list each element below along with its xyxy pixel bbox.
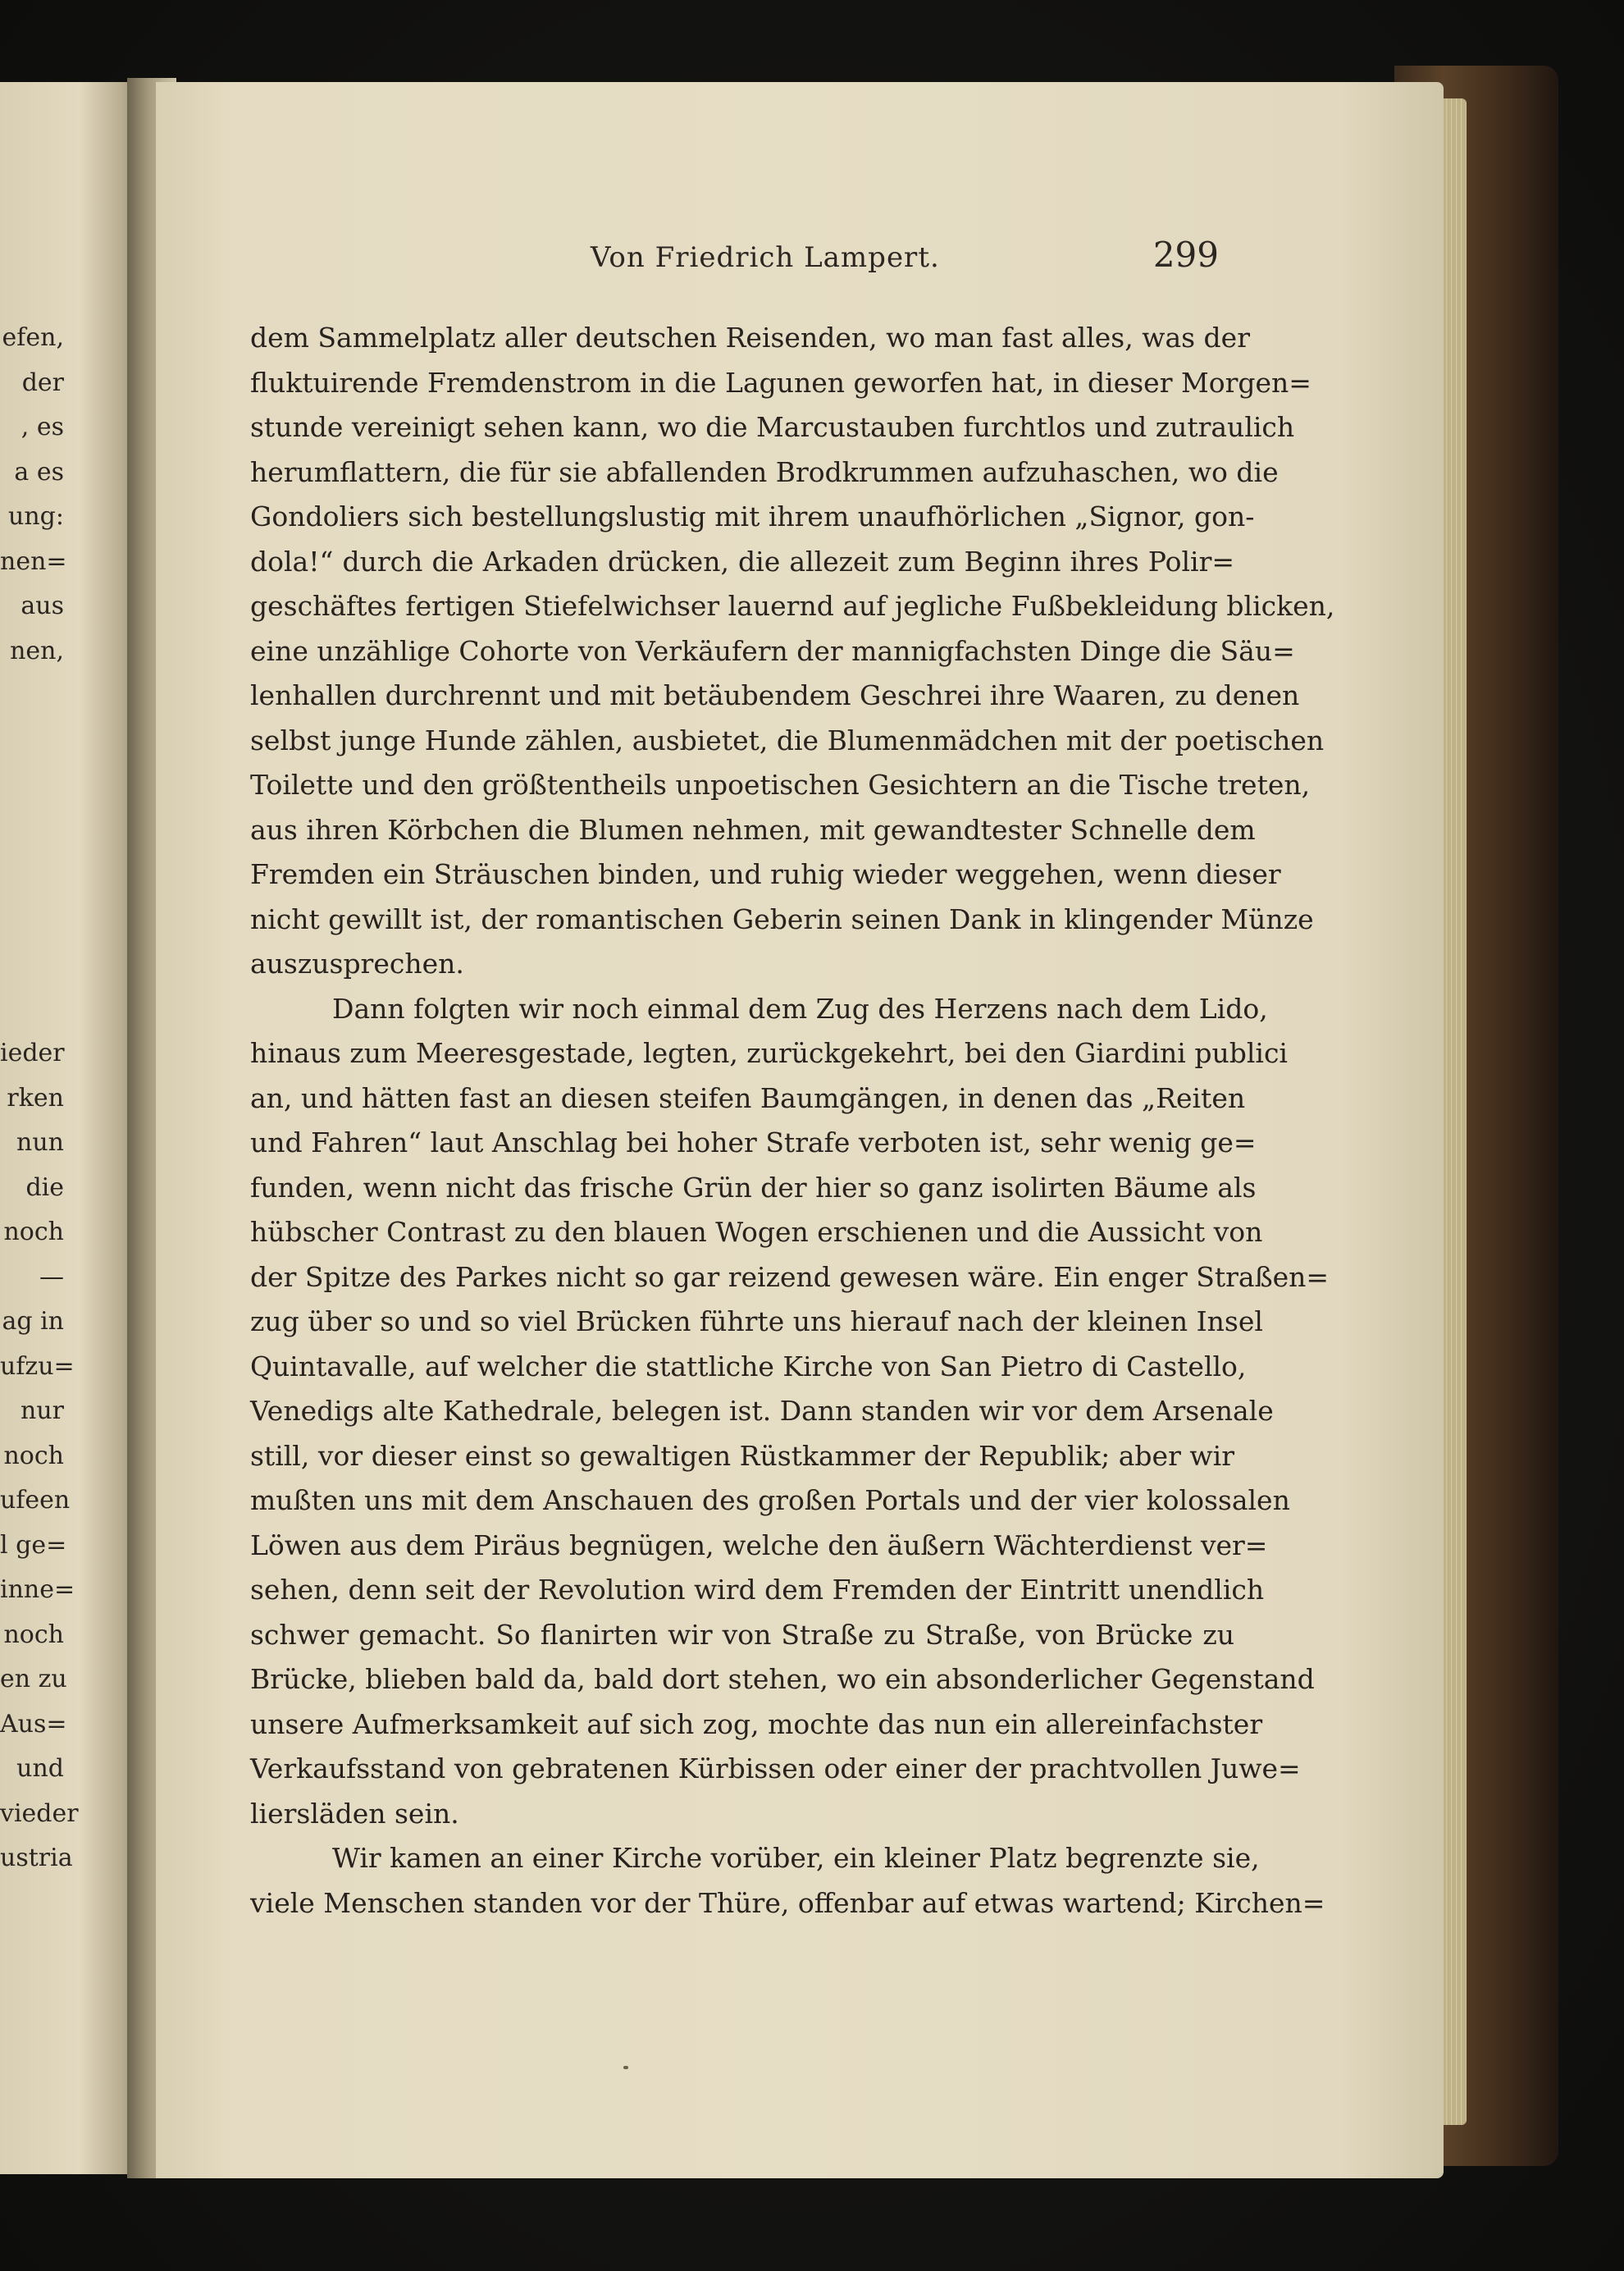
text-line: aus ihren Körbchen die Blumen nehmen, mit gewandtester Schnelle dem	[250, 813, 1256, 846]
page-header	[246, 235, 1230, 284]
left-page-line: noch	[3, 1620, 64, 1649]
text-line: Löwen aus dem Piräus begnügen, welche den äußern Wächterdienst ver=	[250, 1528, 1268, 1561]
left-page-line: nur	[21, 1396, 64, 1425]
left-page-line: nen,	[10, 636, 64, 665]
text-line: sehen, denn seit der Revolution wird dem Fremden der Eintritt unendlich	[250, 1574, 1265, 1606]
left-page-line: nen=	[0, 546, 67, 576]
left-page-line: vieder	[0, 1798, 79, 1828]
text-line: geschäftes fertigen Stiefelwichser lauernd auf jegliche Fußbekleidung blicken,	[250, 590, 1335, 622]
left-page-line: , es	[21, 413, 64, 441]
text-line: nicht gewillt ist, der romantischen Geberin seinen Dank in klingender Münze	[250, 902, 1314, 935]
text-line: funden, wenn nicht das frische Grün der hier so ganz isolirten Bäume als	[250, 1171, 1257, 1204]
text-line: der Spitze des Parkes nicht so gar reizend gewesen wäre. Ein enger Straßen=	[250, 1260, 1330, 1293]
left-page-line: en zu	[0, 1665, 67, 1693]
left-page-line	[0, 808, 64, 853]
left-page-line	[0, 852, 64, 898]
text-line: hinaus zum Meeresgestade, legten, zurückgekehrt, bei den Giardini publici	[250, 1037, 1288, 1069]
left-page-line: noch	[3, 1441, 64, 1470]
text-line: fluktuirende Fremdenstrom in die Lagunen geworfen hat, in dieser Morgen=	[250, 366, 1312, 399]
text-line: lenhallen durchrennt und mit betäubendem Geschrei ihre Waaren, zu denen	[250, 679, 1300, 711]
left-page-line: a es	[14, 457, 64, 487]
body-text	[250, 316, 1335, 1926]
text-line: eine unzählige Cohorte von Verkäufern der mannigfachsten Dinge die Säu=	[250, 634, 1295, 667]
left-page-line	[0, 674, 64, 719]
text-line: Wir kamen an einer Kirche vorüber, ein kleiner Platz begrenzte sie,	[332, 1842, 1260, 1874]
left-page-line: inne=	[0, 1575, 75, 1604]
text-line: Verkaufsstand von gebratenen Kürbissen oder einer der prachtvollen Juwe=	[250, 1752, 1301, 1784]
left-page-line: ustria	[0, 1844, 73, 1872]
left-page-line: l ge=	[0, 1530, 67, 1560]
left-page-line: der	[21, 368, 64, 397]
text-line: mußten uns mit dem Anschauen des großen Portals und der vier kolossalen	[250, 1484, 1290, 1516]
text-line: Fremden ein Sträuschen binden, und ruhig wieder weggehen, wenn dieser	[250, 858, 1281, 890]
text-line: hübscher Contrast zu den blauen Wogen erschienen und die Aussicht von	[250, 1216, 1263, 1248]
left-page-line	[0, 987, 64, 1032]
text-line: Toilette und den größtentheils unpoetischen Gesichtern an die Tische treten,	[250, 769, 1311, 801]
left-page-text	[0, 316, 79, 1881]
left-page-line: ieder	[0, 1039, 65, 1067]
text-line: zug über so und so viel Brücken führte uns hierauf nach der kleinen Insel	[250, 1305, 1263, 1337]
text-line: stunde vereinigt sehen kann, wo die Marcustauben furchtlos und zutraulich	[250, 411, 1295, 443]
paper-speck	[623, 2066, 628, 2069]
text-line: auszusprechen.	[250, 948, 464, 980]
text-line: Brücke, blieben bald da, bald dort stehen, wo ein absonderlicher Gegenstand	[250, 1663, 1315, 1695]
left-page-line: efen,	[2, 323, 64, 352]
left-page-line: Aus=	[0, 1709, 67, 1739]
text-line: schwer gemacht. So flanirten wir von Straße zu Straße, von Brücke zu	[250, 1618, 1234, 1651]
text-line: still, vor dieser einst so gewaltigen Rüstkammer der Republik; aber wir	[250, 1439, 1234, 1472]
text-line: Gondoliers sich bestellungslustig mit ihrem unaufhörlichen „Signor, gon-	[250, 500, 1255, 532]
running-head: Von Friedrich Lampert.	[591, 241, 940, 274]
text-line: Venedigs alte Kathedrale, belegen ist. Dann standen wir vor dem Arsenale	[250, 1395, 1274, 1427]
left-page-line	[0, 719, 64, 764]
text-line: herumflattern, die für sie abfallenden Brodkrummen aufzuhaschen, wo die	[250, 455, 1279, 488]
left-page-line: die	[25, 1172, 64, 1202]
left-page-line: aus	[21, 592, 64, 620]
left-page-line: nun	[16, 1128, 64, 1157]
left-page-line: ufzu=	[0, 1351, 75, 1381]
left-page-line	[0, 898, 64, 943]
text-line: unsere Aufmerksamkeit auf sich zog, mochte das nun ein allereinfachster	[250, 1707, 1263, 1740]
text-line: an, und hätten fast an diesen steifen Baumgängen, in denen das „Reiten	[250, 1081, 1246, 1114]
text-line: und Fahren“ laut Anschlag bei hoher Strafe verboten ist, sehr wenig ge=	[250, 1126, 1257, 1158]
left-page-line: noch	[3, 1218, 64, 1246]
text-line: Dann folgten wir noch einmal dem Zug des Herzens nach dem Lido,	[332, 992, 1268, 1025]
left-page-line: —	[39, 1262, 64, 1291]
text-line: liersläden sein.	[250, 1797, 459, 1830]
left-page-line: rken	[7, 1083, 64, 1113]
text-line: viele Menschen standen vor der Thüre, offenbar auf etwas wartend; Kirchen=	[250, 1886, 1325, 1919]
left-page-line: ung:	[8, 502, 64, 531]
text-line: dem Sammelplatz aller deutschen Reisenden, wo man fast alles, was der	[250, 322, 1250, 354]
left-page-line	[0, 763, 64, 808]
left-page-line: ufeen	[0, 1486, 71, 1515]
left-page-line: und	[16, 1754, 64, 1783]
page-number: 299	[1152, 235, 1219, 275]
text-line: Quintavalle, auf welcher die stattliche Kirche von San Pietro di Castello,	[250, 1350, 1247, 1382]
left-page-line	[0, 942, 64, 987]
text-line: selbst junge Hunde zählen, ausbietet, die Blumenmädchen mit der poetischen	[250, 724, 1325, 756]
text-line: dola!“ durch die Arkaden drücken, die allezeit zum Beginn ihres Polir=	[250, 545, 1234, 578]
left-page-line: ag in	[2, 1307, 64, 1336]
